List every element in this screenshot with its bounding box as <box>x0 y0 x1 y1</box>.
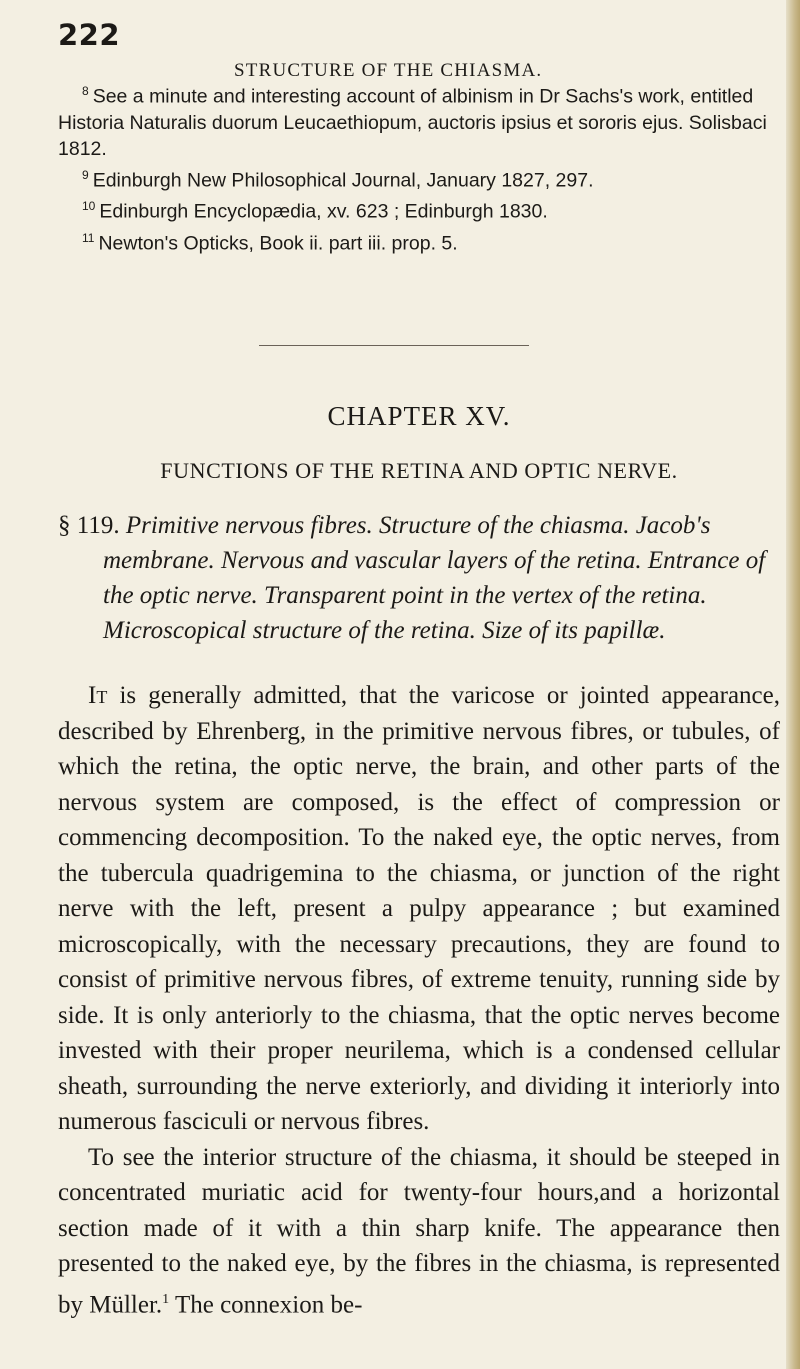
book-page <box>58 18 780 1322</box>
paragraph-text: To see the interior structure of the chiasma, it should be steeped in concentrated muriatic acid for twenty-four hours,and a horizontal section made of it with a thin sharp knife. The appearance then presented to the naked eye, by the fibres in the chiasma, is represented by Müller. <box>58 1143 780 1318</box>
paragraph-lead: It <box>88 682 108 709</box>
footnote-text: See a minute and interesting account of albinism in Dr Sachs's work, entitled Historia Naturalis duorum Leucaethiopum, auctoris ipsius et sororis ejus. Solisbaci 1812. <box>58 85 767 160</box>
chapter-subtitle: FUNCTIONS OF THE RETINA AND OPTIC NERVE. <box>160 458 678 483</box>
paragraph-continuation: The connexion be- <box>169 1290 363 1318</box>
footnote-mark: 8 <box>82 84 89 98</box>
paragraph-text: is generally admitted, that the varicose or jointed appearance, described by Ehrenberg, in the primitive nervous fibres, or tubules, of which the retina, the optic nerve, the brain, and other parts of the nervous system are composed, is the effect of compression or commencing decomposition. To the naked eye, the optic nerves, from the tubercula quadrigemina to the chiasma, or junction of the right nerve with the left, present a pulpy appearance ; but examined microscopically, with the necessary precautions, they are found to consist of primitive nervous fibres, of extreme tenuity, running side by side. It is only anteriorly to the chiasma, that the optic nerves become invested with their proper neurilema, which is a condensed cellular sheath, surrounding the nerve exteriorly, and dividing it interiorly into numerous fasciculi or nervous fibres. <box>58 682 780 1135</box>
chapter-title: CHAPTER XV. <box>327 401 511 431</box>
running-head <box>58 18 780 81</box>
footnote-9 <box>58 162 780 194</box>
synopsis-text: Primitive nervous fibres. Structure of the chiasma. Jacob's membrane. Nervous and vascular layers of the retina. Entrance of the optic nerve. Transparent point in the vertex of the retina. Microscopical structure of the retina. Size of its papillæ. <box>103 512 766 644</box>
running-title: STRUCTURE OF THE CHIASMA. <box>234 60 543 81</box>
footnote-10 <box>58 193 780 225</box>
footnote-reference: 1 <box>162 1291 170 1307</box>
paragraph-1 <box>58 678 780 1140</box>
footnote-mark: 11 <box>82 230 95 245</box>
section-divider <box>259 345 529 346</box>
footnote-8 <box>58 78 780 162</box>
footnote-mark: 10 <box>82 199 96 213</box>
section-synopsis <box>58 508 780 648</box>
paragraph-2 <box>58 1140 780 1323</box>
footnote-text: Newton's Opticks, Book ii. part iii. prop. 5. <box>98 232 458 254</box>
body-text <box>58 678 780 1322</box>
footnote-11 <box>58 225 780 257</box>
footnotes <box>58 78 780 256</box>
page-edge <box>786 0 800 1369</box>
footnote-mark: 9 <box>82 167 89 182</box>
footnote-text: Edinburgh New Philosophical Journal, January 1827, 297. <box>92 169 594 191</box>
page-number: 222 <box>58 18 121 52</box>
section-mark: § 119. <box>58 512 120 539</box>
footnote-text: Edinburgh Encyclopædia, xv. 623 ; Edinburgh 1830. <box>99 200 548 223</box>
